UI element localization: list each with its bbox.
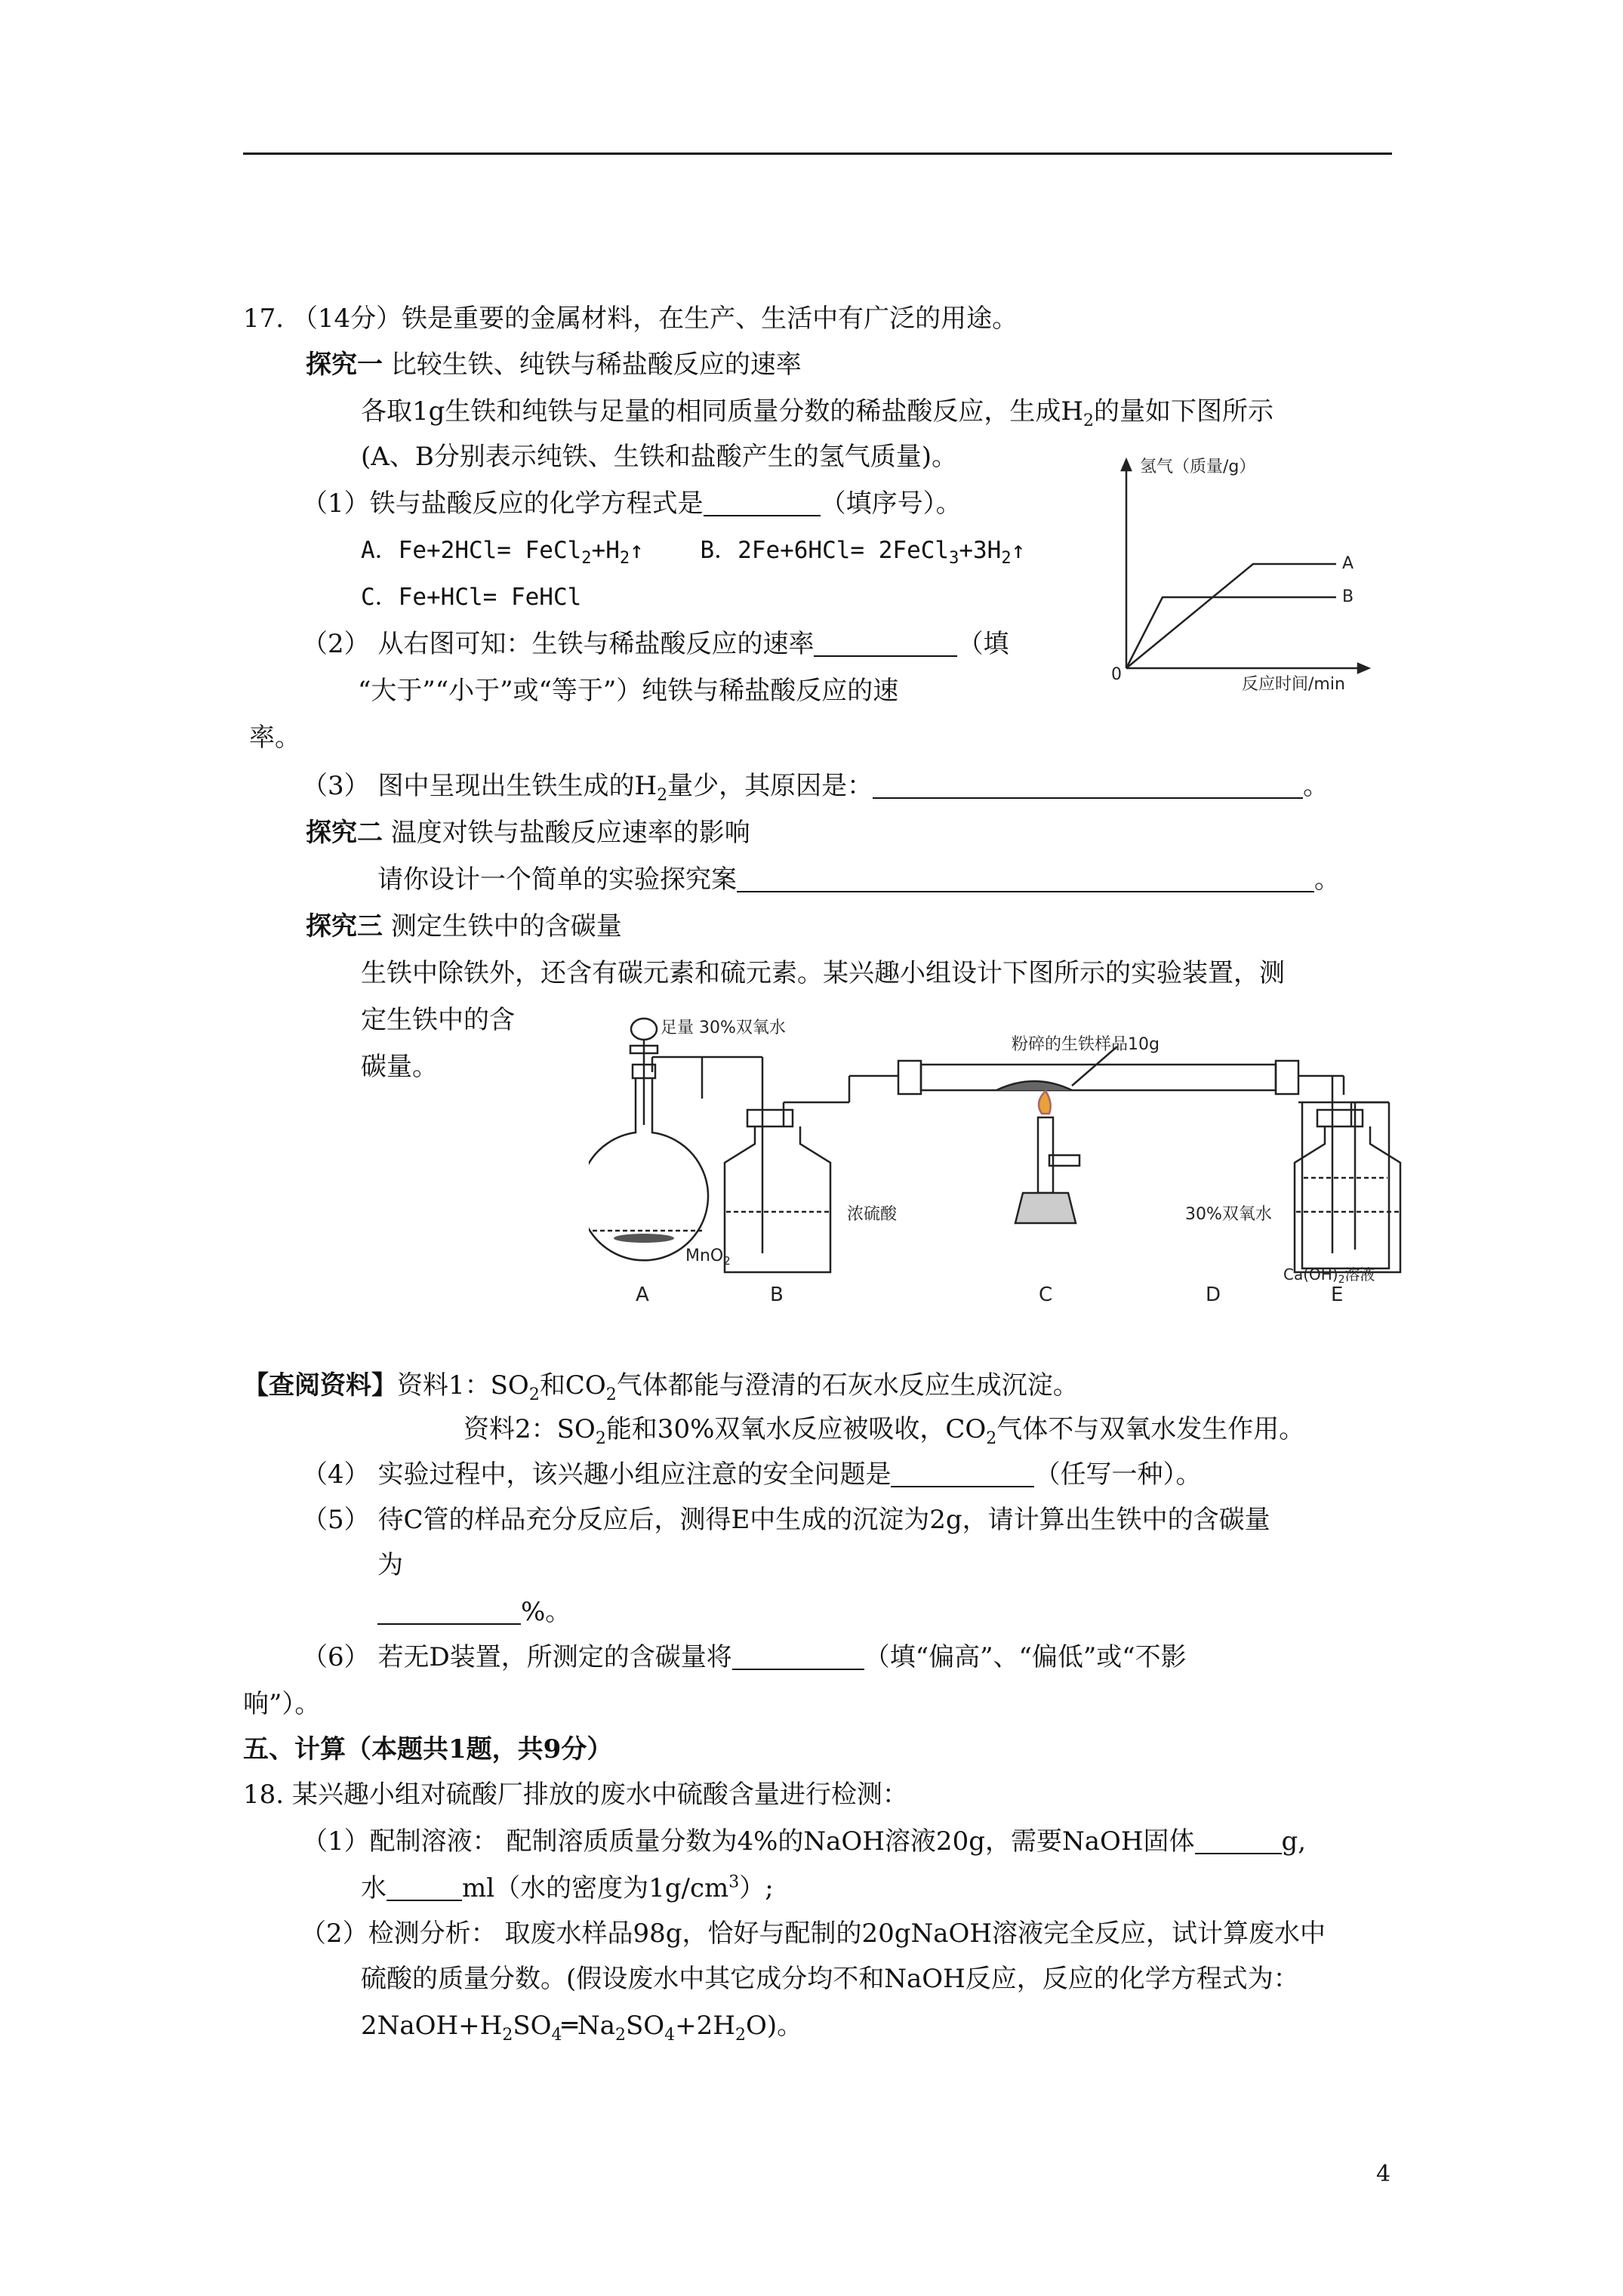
q18-stem: 18. 某兴趣小组对硫酸厂排放的废水中硫酸含量进行检测： xyxy=(243,1780,908,1810)
answer-blank-5[interactable] xyxy=(891,1463,1034,1487)
answer-blank-1[interactable] xyxy=(704,492,821,516)
q17-part2-line3: 率。 xyxy=(249,723,300,753)
reference-2: 资料2：$SO_2$能和30%双氧水反应被吸收，$CO_2$气体不与双氧水发生作用。 xyxy=(463,1414,1305,1448)
series-a-label: A xyxy=(1342,554,1354,573)
answer-blank-9[interactable] xyxy=(387,1877,462,1901)
q18-equation: $2NaOH+H_2SO_4═Na_2SO_4+2H_2O$)。 xyxy=(361,2011,803,2045)
part-label-b: B xyxy=(770,1284,784,1306)
apparatus-diagram xyxy=(589,1012,1404,1314)
q17-part3: （3） 图中呈现出生铁生成的$H_2$量少，其原因是： 。 xyxy=(302,771,1329,805)
header-rule xyxy=(243,153,1392,155)
section-5-heading: 五、计算（本题共1题，共9分） xyxy=(243,1734,613,1764)
label-sample: 粉碎的生铁样品10g xyxy=(1012,1035,1160,1054)
explore1-desc: 各取1g生铁和纯铁与足量的相同质量分数的稀盐酸反应，生成$H_2$的量如下图所示 xyxy=(361,396,1274,430)
part-label-d: D xyxy=(1206,1284,1221,1306)
explore2-desc: 请你设计一个简单的实验探究案 。 xyxy=(377,864,1340,895)
part-label-e: E xyxy=(1331,1284,1344,1306)
explore3-desc2: 定生铁中的含 xyxy=(361,1005,515,1035)
graph-ylabel: 氢气（质量/g） xyxy=(1140,458,1256,476)
label-h2so4: 浓硫酸 xyxy=(847,1205,898,1224)
answer-blank-3[interactable] xyxy=(873,775,1303,799)
q17-part2-line2: “大于”“小于”或“等于”）纯铁与稀盐酸反应的速 xyxy=(358,676,899,706)
explore3-desc1: 生铁中除铁外，还含有碳元素和硫元素。某兴趣小组设计下图所示的实验装置，测 xyxy=(361,958,1285,988)
series-b-label: B xyxy=(1342,587,1354,606)
explore3-heading: 探究三 测定生铁中的含碳量 xyxy=(306,911,622,942)
beaker-e xyxy=(1283,1087,1397,1284)
label-mno2: MnO$_2$ xyxy=(685,1247,731,1268)
burner-c xyxy=(1015,1091,1079,1223)
bottle-b xyxy=(725,1076,849,1272)
reference-1: 【查阅资料】资料1：$SO_2$和$CO_2$气体都能与澄清的石灰水反应生成沉淀。 xyxy=(243,1370,1079,1404)
explore1-heading: 探究一 比较生铁、纯铁与稀盐酸反应的速率 xyxy=(306,350,802,380)
q17-part5-line2: 为 xyxy=(377,1550,403,1580)
q18-part2-line2: 硫酸的质量分数。(假设废水中其它成分均不和NaOH反应，反应的化学方程式为： xyxy=(361,1964,1299,1994)
part-label-a: A xyxy=(636,1284,649,1306)
q18-part2: （2）检测分析： 取废水样品98g，恰好与配制的20gNaOH溶液完全反应，试计算废水中 xyxy=(300,1918,1326,1949)
answer-blank-6[interactable] xyxy=(377,1601,521,1625)
label-h2o2-top: 足量 30%双氧水 xyxy=(661,1019,786,1037)
answer-blank-4[interactable] xyxy=(737,868,1314,892)
q17-part5: （5） 待C管的样品充分反应后，测得E中生成的沉淀为2g，请计算出生铁中的含碳量 xyxy=(302,1505,1270,1535)
explore2-heading: 探究二 温度对铁与盐酸反应速率的影响 xyxy=(306,818,750,848)
q18-part1: （1）配制溶液： 配制溶质质量分数为4%的NaOH溶液20g，需要NaOH固体 g, xyxy=(302,1826,1307,1857)
page-number: 4 xyxy=(1376,2161,1391,2187)
answer-blank-2[interactable] xyxy=(814,633,957,657)
series-a-line xyxy=(1126,564,1336,668)
q18-part1-line2: 水 ml（水的密度为$1g/cm^3$）; xyxy=(361,1872,774,1903)
flask-a xyxy=(589,1019,708,1260)
part-label-c: C xyxy=(1039,1284,1053,1306)
explore1-desc2: (A、B分别表示纯铁、生铁和盐酸产生的氢气质量)。 xyxy=(361,442,958,472)
graph-origin: 0 xyxy=(1111,665,1122,684)
label-caoh2: $Ca(OH)_2$溶液 xyxy=(1283,1265,1375,1284)
q17-part5-line3: %。 xyxy=(377,1599,571,1625)
q17-part6-line2: 响”）。 xyxy=(243,1689,321,1719)
q17-part1: （1）铁与盐酸反应的化学方程式是 （填序号）。 xyxy=(302,488,962,519)
option-a-b: A．$Fe+2HCl= FeCl_2+H_2↑$ B．$2Fe+6HCl= 2FeCl_3+3H_2↑$ xyxy=(361,537,1026,569)
q17-part2: （2） 从右图可知：生铁与稀盐酸反应的速率 （填 xyxy=(302,629,1009,659)
label-h2o2-d: 30%双氧水 xyxy=(1185,1205,1272,1224)
option-c: C．Fe+HCl= FeHCl xyxy=(361,584,582,611)
x-axis-arrow xyxy=(1358,664,1369,673)
answer-blank-7[interactable] xyxy=(732,1646,864,1670)
series-b-line xyxy=(1126,597,1336,668)
q17-part6: （6） 若无D装置，所测定的含碳量将 （填“偏高”、“偏低”或“不影 xyxy=(302,1642,1187,1672)
answer-blank-8[interactable] xyxy=(1195,1830,1282,1854)
q17-stem: 17. （14分）铁是重要的金属材料，在生产、生活中有广泛的用途。 xyxy=(243,304,1018,334)
q17-part4: （4） 实验过程中，该兴趣小组应注意的安全问题是 （任写一种）。 xyxy=(302,1459,1202,1490)
hydrogen-mass-graph xyxy=(1087,449,1397,698)
explore3-desc3: 碳量。 xyxy=(361,1052,438,1082)
graph-xlabel: 反应时间/min xyxy=(1242,675,1345,694)
y-axis-arrow xyxy=(1122,460,1131,470)
